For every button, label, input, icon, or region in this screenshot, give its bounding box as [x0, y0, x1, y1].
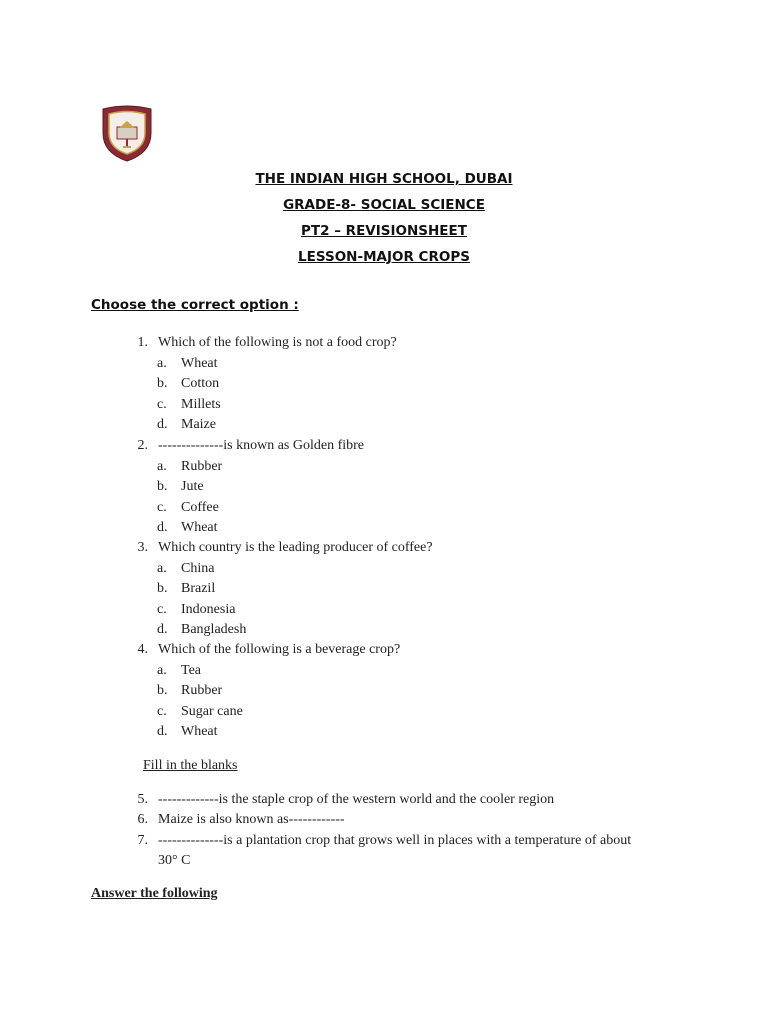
option-text: Jute — [181, 479, 204, 494]
option-letter: d. — [157, 417, 168, 432]
option-letter: b. — [157, 376, 168, 391]
test-name: PT2 – REVISIONSHEET — [301, 223, 467, 239]
question-number: 1. — [137, 335, 148, 350]
answer-section-title: Answer the following — [91, 886, 218, 901]
option-text: Wheat — [181, 520, 218, 535]
option-letter: b. — [157, 683, 168, 698]
option-text: Indonesia — [181, 601, 236, 617]
option-letter: a. — [157, 662, 167, 678]
question-text: Which of the following is a beverage crop? — [158, 642, 401, 657]
option-text: Rubber — [181, 458, 223, 474]
option-text: Brazil — [181, 581, 216, 596]
option-text: Tea — [181, 662, 202, 678]
option-letter: a. — [157, 355, 167, 371]
option-letter: a. — [157, 458, 167, 474]
option-letter: b. — [157, 479, 168, 494]
option-letter: c. — [157, 703, 167, 719]
mcq-section-title: Choose the correct option : — [91, 297, 299, 313]
option-text: Wheat — [181, 355, 218, 371]
option-letter: a. — [157, 560, 167, 576]
option-text: China — [181, 560, 215, 576]
option-letter: c. — [157, 396, 167, 412]
fill-section-title: Fill in the blanks — [143, 758, 238, 773]
lesson-title: LESSON-MAJOR CROPS — [298, 249, 470, 265]
option-letter: d. — [157, 724, 168, 739]
option-text: Wheat — [181, 724, 218, 739]
option-text: Rubber — [181, 683, 223, 698]
fill-text: -------------is the staple crop of the western world and the cooler region — [158, 792, 555, 807]
option-text: Sugar cane — [181, 703, 243, 719]
fill-number: 6. — [137, 812, 148, 827]
option-letter: c. — [157, 499, 167, 515]
option-text: Coffee — [181, 499, 219, 515]
school-crest-logo — [99, 103, 155, 163]
option-text: Millets — [181, 396, 221, 412]
grade-subject: GRADE-8- SOCIAL SCIENCE — [283, 197, 485, 213]
question-text: --------------is known as Golden fibre — [158, 438, 365, 453]
option-text: Cotton — [181, 376, 220, 391]
question-text: Which country is the leading producer of coffee? — [158, 540, 433, 555]
option-letter: c. — [157, 601, 167, 617]
option-letter: b. — [157, 581, 168, 596]
fill-number: 7. — [137, 833, 148, 848]
option-text: Bangladesh — [181, 622, 247, 637]
option-letter: d. — [157, 520, 168, 535]
question-number: 2. — [137, 438, 148, 453]
option-text: Maize — [181, 417, 216, 432]
question-text: Which of the following is not a food crop? — [158, 335, 397, 350]
fill-text-continued: 30° C — [158, 853, 191, 868]
question-number: 4. — [137, 642, 148, 657]
fill-number: 5. — [137, 792, 148, 807]
school-name: THE INDIAN HIGH SCHOOL, DUBAI — [255, 171, 513, 187]
fill-text: --------------is a plantation crop that grows well in places with a temperature of about — [158, 833, 632, 848]
question-number: 3. — [137, 540, 148, 555]
option-letter: d. — [157, 622, 168, 637]
fill-text: Maize is also known as------------ — [158, 812, 345, 827]
